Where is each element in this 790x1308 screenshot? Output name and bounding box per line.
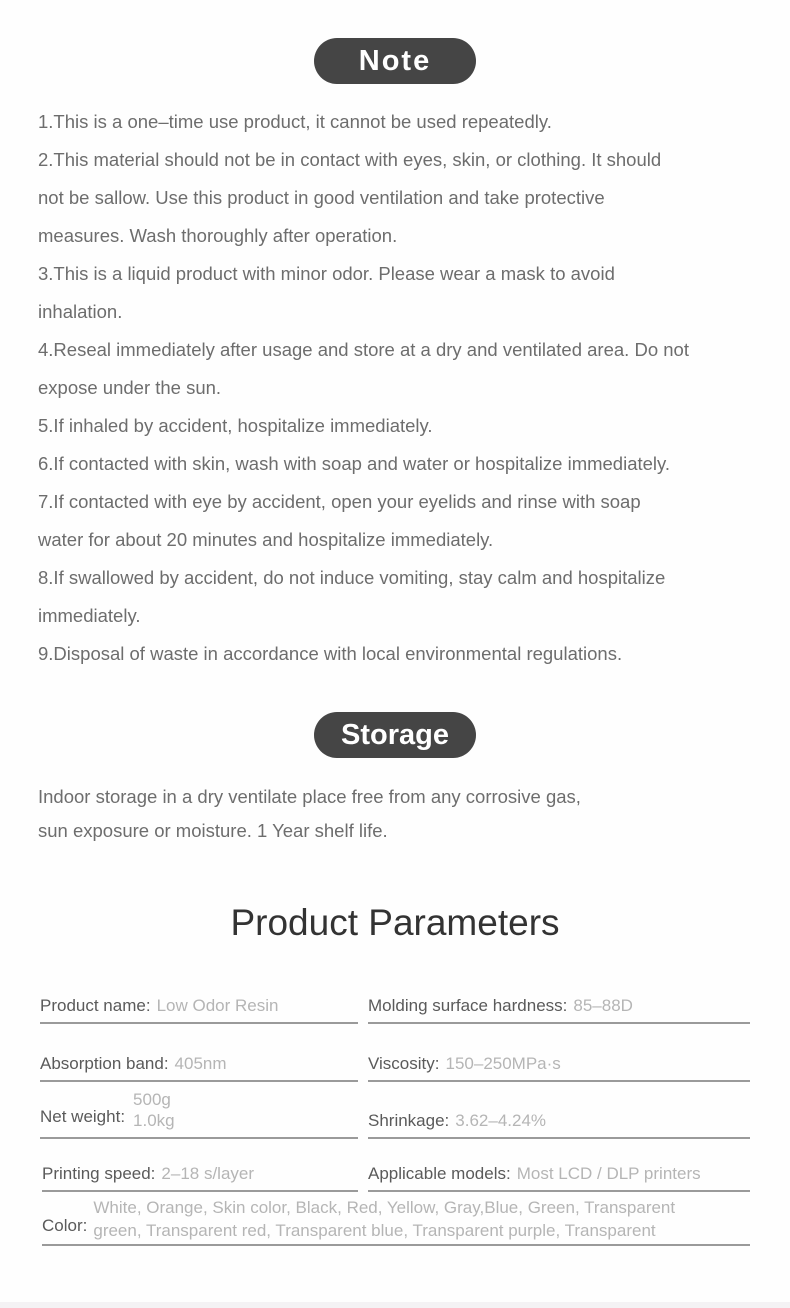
param-label: Applicable models: [368,1164,511,1183]
param-value [133,1089,175,1131]
param-shrinkage [368,1100,750,1139]
param-hardness [368,988,750,1024]
note-line: expose under the sun. [38,377,222,398]
note-line: 2.This material should not be in contact with eyes, skin, or clothing. It should [38,149,662,170]
param-net-weight [40,1086,358,1139]
note-line: 9.Disposal of waste in accordance with local environmental regulations. [38,643,623,664]
param-label: Printing speed: [42,1164,156,1183]
note-line: 7.If contacted with eye by accident, open your eyelids and rinse with soap [38,491,641,512]
param-value: 150–250MPa·s [445,1054,561,1073]
param-printing-speed [42,1156,358,1192]
note-heading: Note [314,38,476,84]
storage-line: Indoor storage in a dry ventilate place free from any corrosive gas, [38,786,581,807]
param-label: Shrinkage: [368,1111,450,1130]
param-absorption [40,1046,358,1082]
param-label: Molding surface hardness: [368,996,568,1015]
param-value: 405nm [174,1054,227,1073]
param-value: 85–88D [573,996,633,1015]
weight-option: 500g [133,1090,171,1109]
param-label: Color: [42,1216,88,1235]
note-line: 5.If inhaled by accident, hospitalize immediately. [38,415,433,436]
note-line: 6.If contacted with skin, wash with soap and water or hospitalize immediately. [38,453,671,474]
parameters-title: Product Parameters [230,902,560,943]
param-value: Low Odor Resin [156,996,279,1015]
note-list [38,103,788,673]
param-viscosity [368,1046,750,1082]
note-line: 4.Reseal immediately after usage and store at a dry and ventilated area. Do not [38,339,689,360]
param-product-name [40,988,358,1024]
storage-text [38,780,738,848]
note-line: inhalation. [38,301,123,322]
storage-heading: Storage [314,712,476,758]
note-line: water for about 20 minutes and hospitalize immediately. [38,529,494,550]
color-line: White, Orange, Skin color, Black, Red, Yellow, Gray,Blue, Green, Transparent [93,1198,676,1217]
param-value: Most LCD / DLP printers [516,1164,701,1183]
param-label: Viscosity: [368,1054,440,1073]
param-value [93,1196,675,1242]
note-line: not be sallow. Use this product in good ventilation and take protective [38,187,605,208]
note-line: 8.If swallowed by accident, do not induce vomiting, stay calm and hospitalize [38,567,666,588]
note-line: 1.This is a one–time use product, it cannot be used repeatedly. [38,111,552,132]
param-value: 2–18 s/layer [161,1164,255,1183]
note-line: 3.This is a liquid product with minor odor. Please wear a mask to avoid [38,263,615,284]
param-label: Absorption band: [40,1054,169,1073]
param-label: Net weight: [40,1107,126,1126]
weight-option: 1.0kg [133,1111,175,1130]
bottom-divider [0,1302,790,1308]
param-value: 3.62–4.24% [455,1111,547,1130]
storage-line: sun exposure or moisture. 1 Year shelf life. [38,820,388,841]
note-line: immediately. [38,605,141,626]
param-label: Product name: [40,996,151,1015]
note-line: measures. Wash thoroughly after operation. [38,225,398,246]
param-models [368,1156,750,1192]
param-color [42,1194,750,1246]
color-line: green, Transparent red, Transparent blue, Transparent purple, Transparent [93,1221,656,1240]
